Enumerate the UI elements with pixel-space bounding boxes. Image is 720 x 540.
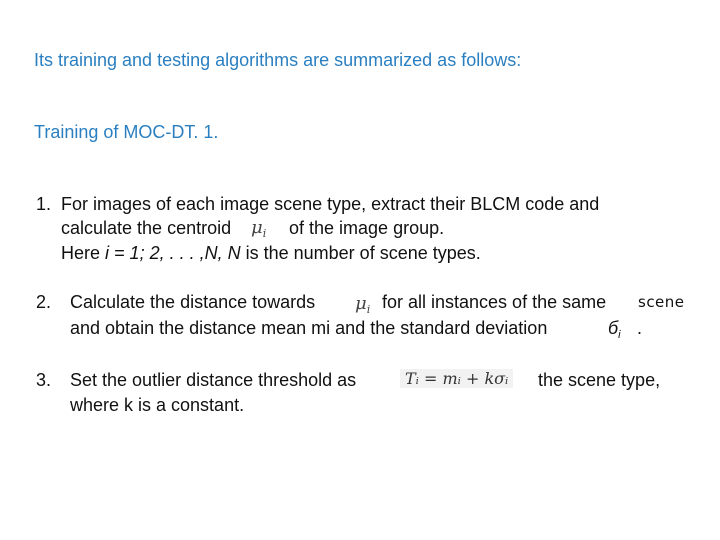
- step-3-line-1b: the scene type,: [538, 370, 661, 390]
- subheading: Training of MOC-DT. 1.: [34, 122, 219, 142]
- step-1-line-1: For images of each image scene type, extract their BLCM code and: [61, 194, 600, 214]
- threshold-formula: Tᵢ = mᵢ + kσᵢ: [400, 369, 513, 388]
- heading: Its training and testing algorithms are summarized as follows:: [34, 50, 522, 70]
- step-2-number: 2.: [36, 292, 52, 312]
- step-1-line-2b: of the image group.: [289, 218, 445, 238]
- std-dev-symbol: $б_i$: [608, 318, 621, 341]
- step-3-line-1a: Set the outlier distance threshold as: [70, 370, 357, 390]
- step-1-line-3: Here i = 1; 2, . . . ,N, N is the number of scene types.: [61, 243, 481, 263]
- centroid-symbol: $\mu_i$: [251, 217, 267, 240]
- step-3-line-2: where k is a constant.: [70, 395, 245, 415]
- step-1-number: 1.: [36, 194, 52, 214]
- step-1-line-2a: calculate the centroid: [61, 218, 232, 238]
- step-2-period: .: [637, 318, 643, 338]
- distance-mu-symbol: $\mu_i$: [355, 293, 371, 316]
- step-2-line-1a: Calculate the distance towards: [70, 292, 316, 312]
- step-2-line-1b: for all instances of the same: [382, 292, 607, 312]
- step-3-number: 3.: [36, 370, 52, 390]
- step-2-line-2: and obtain the distance mean mi and the standard deviation: [70, 318, 548, 338]
- scene-overlay-text: scene: [638, 293, 685, 311]
